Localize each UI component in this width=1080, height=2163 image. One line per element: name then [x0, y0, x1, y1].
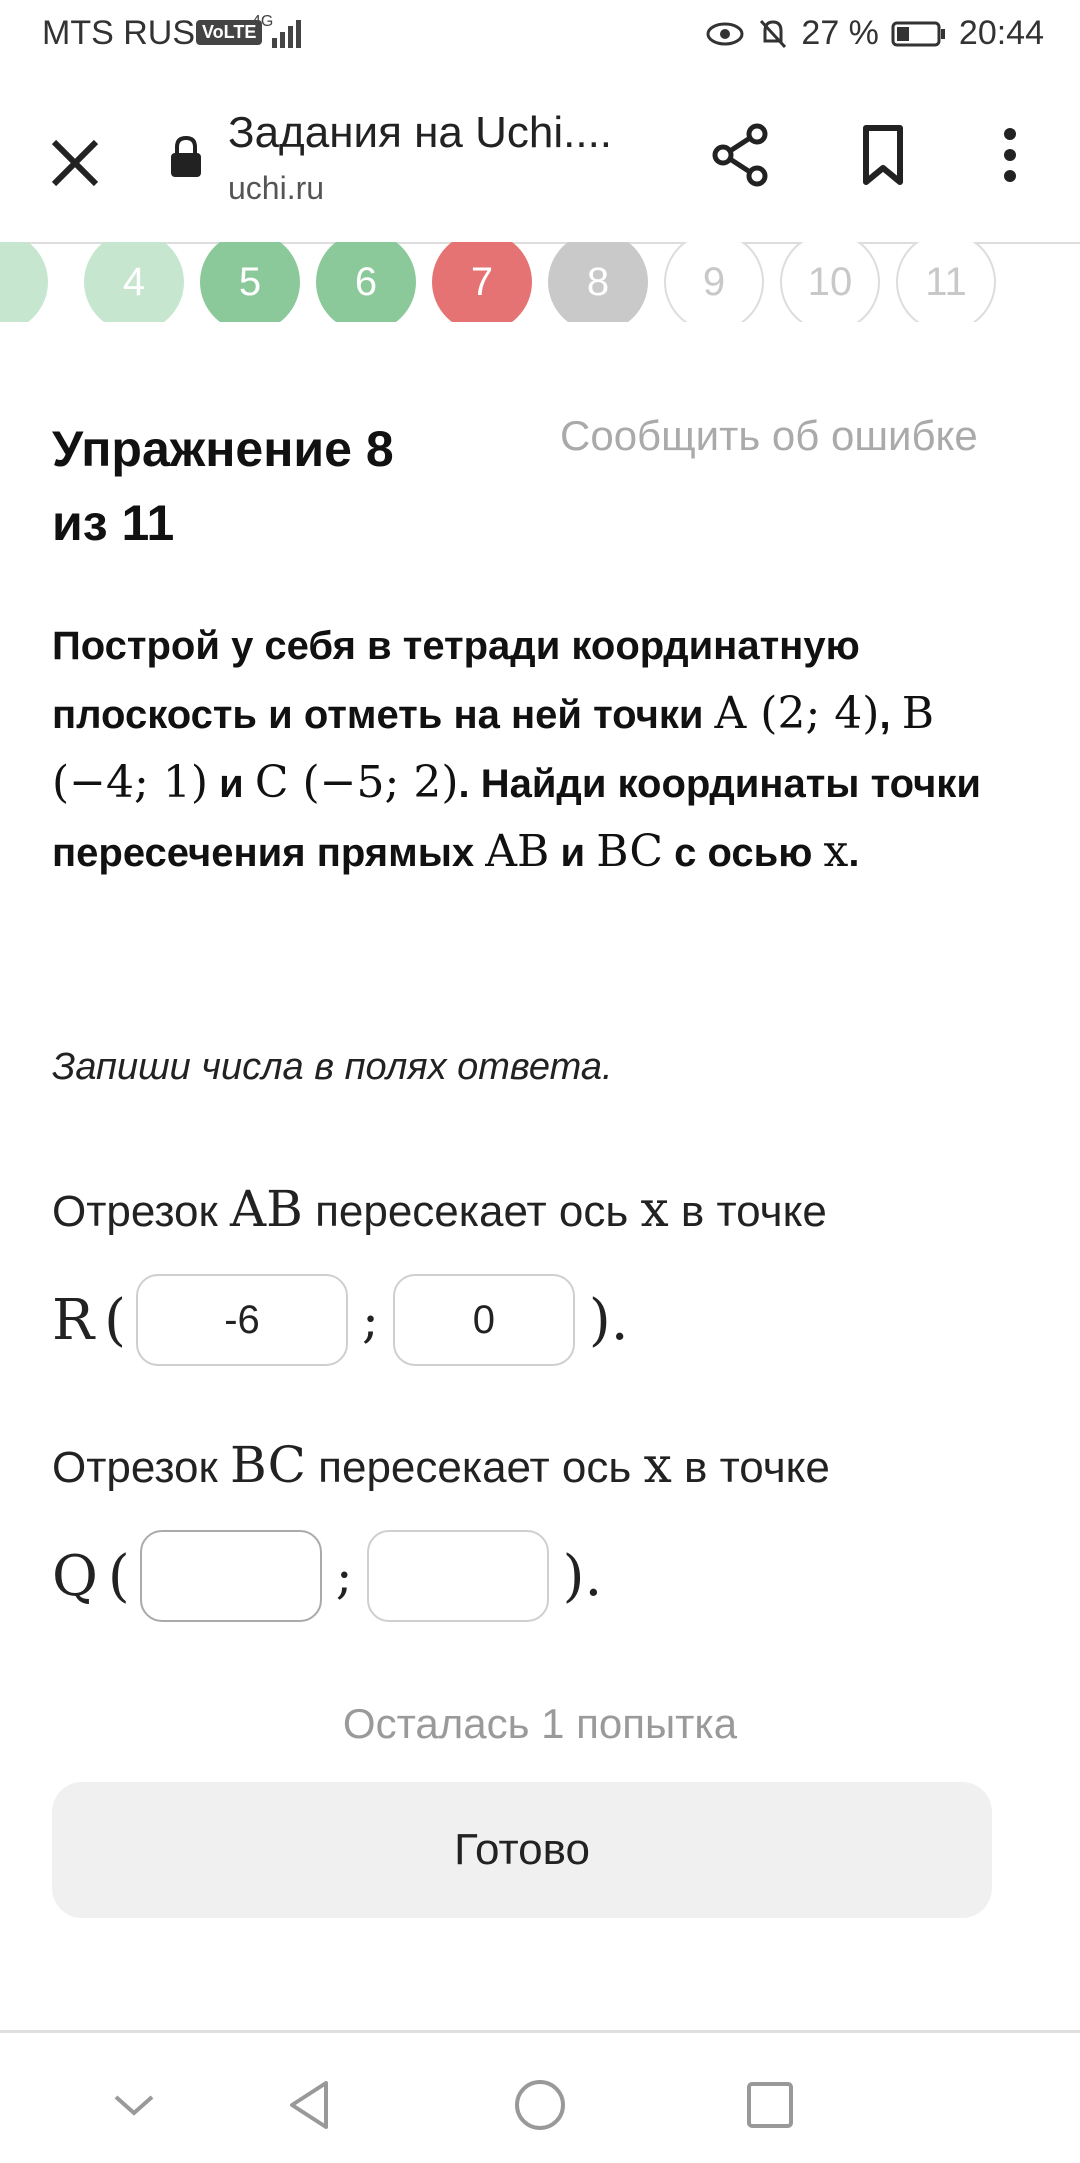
- task-text-part: Построй у себя в тетради координатную плоскость и отметь на ней точки: [52, 624, 860, 737]
- exercise-title-line1: Упражнение 8: [52, 421, 394, 477]
- question-text-part: Отрезок: [52, 1187, 230, 1236]
- share-icon[interactable]: [705, 120, 775, 190]
- point-a: A (2; 4): [714, 688, 880, 739]
- question-2-text: [52, 1436, 830, 1494]
- progress-step-label: 5: [238, 259, 262, 304]
- bookmark-icon[interactable]: [848, 120, 918, 190]
- more-vert-icon[interactable]: [980, 120, 1040, 190]
- task-text-part: . Найди координаты точки пересечения прямых: [52, 762, 981, 875]
- segment-bc: BC: [229, 1436, 306, 1494]
- answer-row-r: [52, 1272, 629, 1368]
- progress-step-label: 4: [122, 259, 146, 304]
- carrier-label: MTS RUS: [42, 14, 195, 52]
- eye-icon: [705, 19, 745, 49]
- question-text-part: пересекает ось: [305, 1443, 644, 1492]
- status-right: [705, 14, 1044, 53]
- done-button[interactable]: Готово: [52, 1782, 992, 1918]
- close-icon[interactable]: [40, 128, 110, 198]
- attempts-left: Осталась 1 попытка: [342, 1700, 738, 1747]
- browser-header: [0, 72, 1080, 244]
- progress-step-label: 6: [354, 259, 378, 304]
- answer-hint: Запиши числа в полях ответа.: [52, 1046, 613, 1088]
- axis-x: x: [640, 1180, 669, 1238]
- question-text-part: пересекает ось: [302, 1187, 641, 1236]
- line-ab: AB: [485, 826, 550, 877]
- q-y-input[interactable]: [367, 1530, 549, 1622]
- network-type: 4G: [252, 13, 274, 30]
- point-label-q: Q: [52, 1543, 98, 1609]
- separator: ;: [335, 1547, 353, 1605]
- exercise-title: [52, 412, 472, 560]
- segment-ab: AB: [229, 1180, 303, 1238]
- task-text-part: с осью: [663, 831, 824, 875]
- progress-step-partial[interactable]: [0, 242, 48, 322]
- recents-icon[interactable]: [740, 2075, 800, 2135]
- task-text-part: и: [549, 831, 597, 875]
- exercise-progress: [0, 242, 1080, 322]
- axis-x: x: [643, 1436, 672, 1494]
- progress-step-label: 8: [586, 259, 610, 304]
- lock-icon: [168, 134, 204, 180]
- close-paren: ).: [588, 1287, 629, 1353]
- chevron-down-icon[interactable]: [104, 2075, 164, 2135]
- progress-step-label: 7: [470, 259, 494, 304]
- exercise-title-line2: из 11: [52, 495, 175, 551]
- progress-step-8[interactable]: [548, 242, 648, 322]
- report-error-link[interactable]: Сообщить об ошибке: [560, 412, 978, 459]
- progress-step-label: 9: [702, 259, 726, 304]
- task-text-part: .: [848, 831, 860, 875]
- question-text-part: в точке: [668, 1187, 827, 1236]
- answer-row-q: [52, 1528, 602, 1624]
- page-url[interactable]: uchi.ru: [228, 170, 325, 206]
- r-x-input[interactable]: [136, 1274, 348, 1366]
- open-paren: (: [107, 1543, 130, 1609]
- progress-step-label: 10: [807, 259, 853, 304]
- progress-step-10[interactable]: [780, 242, 880, 322]
- progress-step-6[interactable]: [316, 242, 416, 322]
- line-bc: BC: [596, 826, 664, 877]
- question-text-part: в точке: [671, 1443, 830, 1492]
- r-y-input[interactable]: [393, 1274, 575, 1366]
- progress-step-4[interactable]: [84, 242, 184, 322]
- clock: 20:44: [958, 14, 1044, 52]
- task-text-part: ,: [879, 693, 891, 737]
- battery-percent: 27 %: [801, 14, 879, 52]
- axis-x: x: [823, 826, 849, 877]
- progress-step-7[interactable]: [432, 242, 532, 322]
- progress-step-9[interactable]: [664, 242, 764, 322]
- progress-step-label: 11: [925, 259, 967, 304]
- volte-badge: VoLTE: [196, 20, 262, 45]
- point-c: C (−5; 2): [254, 757, 459, 808]
- question-1-text: [52, 1180, 827, 1238]
- close-paren: ).: [562, 1543, 603, 1609]
- back-icon[interactable]: [280, 2075, 340, 2135]
- point-b: B (−4; 1): [52, 688, 935, 808]
- task-text: [52, 612, 1012, 887]
- bell-off-icon: [757, 17, 789, 51]
- point-label-r: R: [52, 1287, 95, 1353]
- separator: ;: [362, 1291, 379, 1349]
- status-bar: [0, 0, 1080, 72]
- task-text-part: и: [208, 762, 255, 806]
- battery-icon: [891, 20, 947, 48]
- home-icon[interactable]: [510, 2075, 570, 2135]
- signal-icon: [272, 16, 308, 48]
- open-paren: (: [104, 1287, 127, 1353]
- question-text-part: Отрезок: [52, 1443, 230, 1492]
- page-title[interactable]: Задания на Uchi....: [228, 108, 613, 157]
- q-x-input[interactable]: [140, 1530, 322, 1622]
- progress-step-5[interactable]: [200, 242, 300, 322]
- system-navbar: [0, 2030, 1080, 2163]
- progress-step-11[interactable]: [896, 242, 996, 322]
